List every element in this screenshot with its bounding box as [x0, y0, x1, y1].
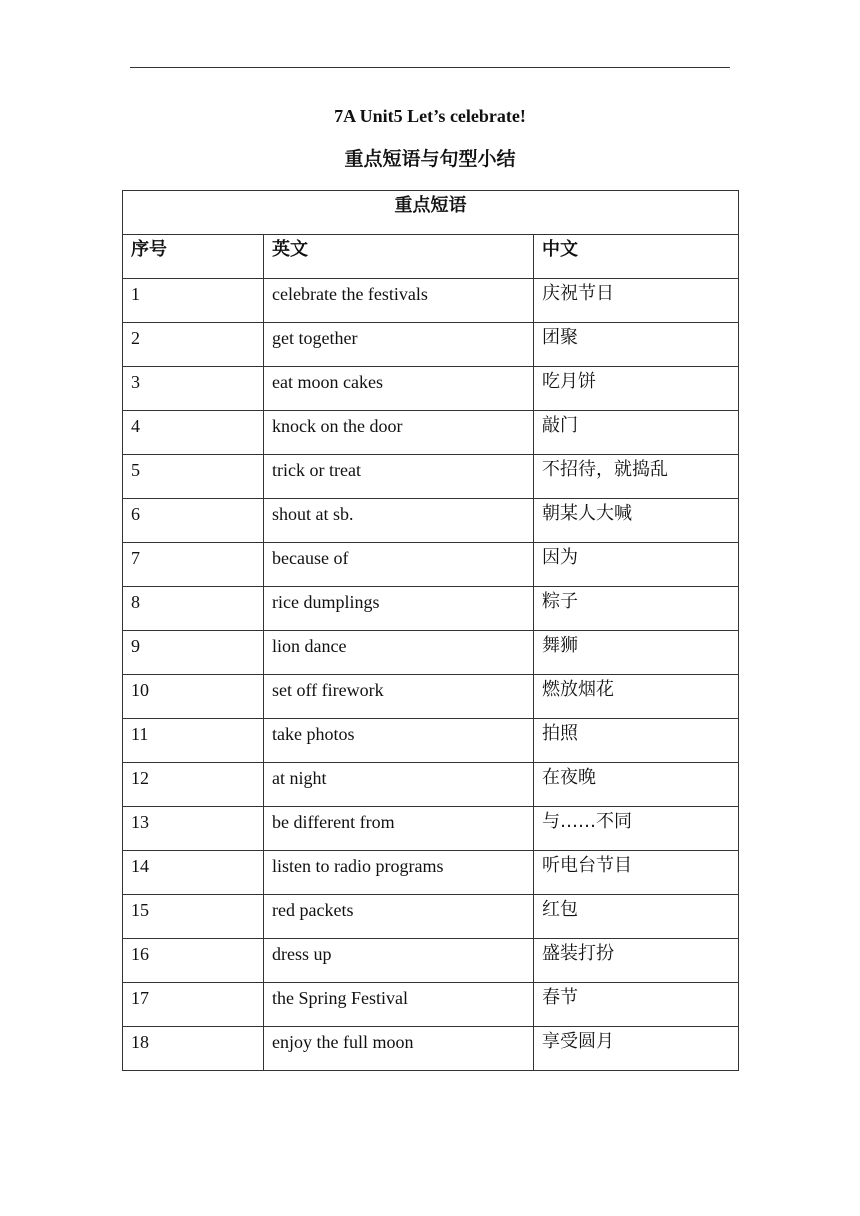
table-row — [123, 807, 739, 851]
english-phrase-cell: red packets — [264, 895, 534, 939]
table-row — [123, 279, 739, 323]
column-header-english: 英文 — [264, 235, 534, 279]
table-row — [123, 411, 739, 455]
table-row — [123, 323, 739, 367]
row-number-cell: 8 — [123, 587, 264, 631]
english-phrase-cell: trick or treat — [264, 455, 534, 499]
chinese-meaning-cell: 红包 — [534, 895, 739, 939]
english-phrase-cell: get together — [264, 323, 534, 367]
key-phrases-table — [122, 190, 739, 1071]
chinese-meaning-cell: 与……不同 — [534, 807, 739, 851]
english-phrase-cell: listen to radio programs — [264, 851, 534, 895]
table-row — [123, 763, 739, 807]
table-body — [123, 279, 739, 1071]
chinese-meaning-cell: 庆祝节日 — [534, 279, 739, 323]
row-number-cell: 15 — [123, 895, 264, 939]
column-header-number: 序号 — [123, 235, 264, 279]
row-number-cell: 7 — [123, 543, 264, 587]
row-number-cell: 2 — [123, 323, 264, 367]
row-number-cell: 5 — [123, 455, 264, 499]
english-phrase-cell: take photos — [264, 719, 534, 763]
chinese-meaning-cell: 吃月饼 — [534, 367, 739, 411]
english-phrase-cell: because of — [264, 543, 534, 587]
row-number-cell: 9 — [123, 631, 264, 675]
english-phrase-cell: knock on the door — [264, 411, 534, 455]
chinese-meaning-cell: 因为 — [534, 543, 739, 587]
table-row — [123, 1027, 739, 1071]
table-row — [123, 543, 739, 587]
row-number-cell: 14 — [123, 851, 264, 895]
row-number-cell: 13 — [123, 807, 264, 851]
table-row — [123, 587, 739, 631]
row-number-cell: 18 — [123, 1027, 264, 1071]
table-row — [123, 675, 739, 719]
chinese-meaning-cell: 盛装打扮 — [534, 939, 739, 983]
english-phrase-cell: eat moon cakes — [264, 367, 534, 411]
column-header-chinese: 中文 — [534, 235, 739, 279]
english-phrase-cell: lion dance — [264, 631, 534, 675]
english-phrase-cell: rice dumplings — [264, 587, 534, 631]
row-number-cell: 16 — [123, 939, 264, 983]
chinese-meaning-cell: 粽子 — [534, 587, 739, 631]
chinese-meaning-cell: 团聚 — [534, 323, 739, 367]
english-phrase-cell: be different from — [264, 807, 534, 851]
header-rule — [130, 67, 730, 68]
english-phrase-cell: the Spring Festival — [264, 983, 534, 1027]
row-number-cell: 11 — [123, 719, 264, 763]
table-section-row — [123, 191, 739, 235]
table-row — [123, 631, 739, 675]
chinese-meaning-cell: 敲门 — [534, 411, 739, 455]
row-number-cell: 12 — [123, 763, 264, 807]
table-row — [123, 895, 739, 939]
row-number-cell: 1 — [123, 279, 264, 323]
chinese-meaning-cell: 在夜晚 — [534, 763, 739, 807]
english-phrase-cell: celebrate the festivals — [264, 279, 534, 323]
table-header-row — [123, 235, 739, 279]
english-phrase-cell: at night — [264, 763, 534, 807]
chinese-meaning-cell: 不招待，就捣乱 — [534, 455, 739, 499]
chinese-meaning-cell: 听电台节目 — [534, 851, 739, 895]
table-row — [123, 851, 739, 895]
row-number-cell: 6 — [123, 499, 264, 543]
row-number-cell: 17 — [123, 983, 264, 1027]
chinese-meaning-cell: 朝某人大喊 — [534, 499, 739, 543]
chinese-meaning-cell: 燃放烟花 — [534, 675, 739, 719]
row-number-cell: 10 — [123, 675, 264, 719]
english-phrase-cell: dress up — [264, 939, 534, 983]
table-section-header: 重点短语 — [123, 191, 739, 235]
english-phrase-cell: set off firework — [264, 675, 534, 719]
english-phrase-cell: shout at sb. — [264, 499, 534, 543]
chinese-meaning-cell: 春节 — [534, 983, 739, 1027]
table-row — [123, 719, 739, 763]
chinese-meaning-cell: 享受圆月 — [534, 1027, 739, 1071]
table-row — [123, 983, 739, 1027]
table-row — [123, 455, 739, 499]
chinese-meaning-cell: 拍照 — [534, 719, 739, 763]
table-row — [123, 499, 739, 543]
english-phrase-cell: enjoy the full moon — [264, 1027, 534, 1071]
row-number-cell: 3 — [123, 367, 264, 411]
chinese-meaning-cell: 舞狮 — [534, 631, 739, 675]
row-number-cell: 4 — [123, 411, 264, 455]
table-row — [123, 367, 739, 411]
document-subtitle: 重点短语与句型小结 — [344, 148, 516, 170]
table-row — [123, 939, 739, 983]
document-title: 7A Unit5 Let’s celebrate! — [334, 106, 526, 126]
